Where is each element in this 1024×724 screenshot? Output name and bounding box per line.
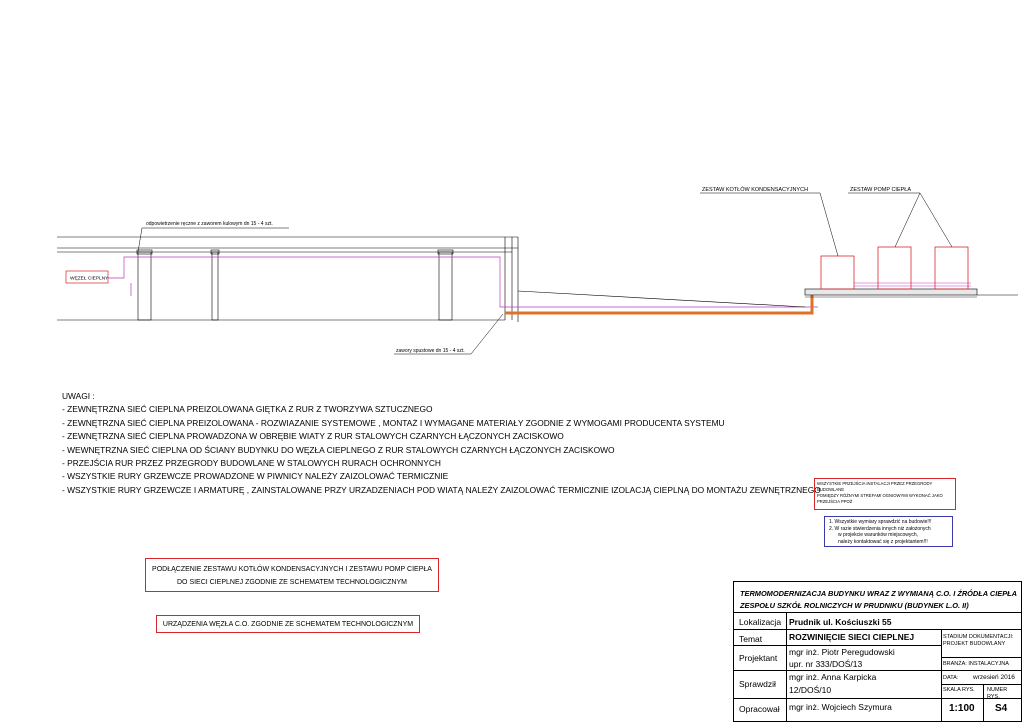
date-value: wrzesień 2016 bbox=[973, 674, 1015, 681]
boiler-unit bbox=[821, 256, 854, 289]
boiler-label: ZESTAW KOTŁÓW KONDENSACYJNYCH bbox=[702, 187, 809, 193]
preinsulated-pipe bbox=[505, 290, 812, 313]
designer-license: upr. nr 333/DOŚ/13 bbox=[789, 659, 863, 669]
checker-label: Sprawdził bbox=[739, 679, 776, 689]
check-note-line: 2. W razie stwierdzenia innych niż założonych bbox=[829, 525, 931, 532]
scale-label: SKALA RYS. bbox=[943, 687, 975, 693]
author-value: mgr inż. Wojciech Szymura bbox=[789, 702, 892, 712]
check-note-line: należy kontaktować się z projektantem!!! bbox=[838, 538, 928, 545]
project-title: TERMOMODERNIZACJA BUDYNKU WRAZ Z WYMIANĄ C.O. I ŹRÓDŁA CIEPŁA ZESPOŁU SZKÓŁ ROLNICZYCH W PRUDNIKU (BUDYNEK L.O. II) bbox=[740, 589, 1017, 610]
pump-label: ZESTAW POMP CIEPŁA bbox=[850, 187, 912, 193]
location-value: Prudnik ul. Kościuszki 55 bbox=[789, 617, 892, 627]
column bbox=[137, 250, 453, 320]
designer-name: mgr inż. Piotr Peregudowski bbox=[789, 647, 895, 657]
fire-note-box bbox=[814, 478, 956, 510]
supply-pipe bbox=[108, 257, 818, 307]
drawing-number: S4 bbox=[995, 703, 1008, 714]
stage-info: STADIUM DOKUMENTACJI: PROJEKT BUDOWLANY bbox=[943, 634, 1014, 647]
checker-name: mgr inż. Anna Karpicka bbox=[789, 672, 877, 682]
number-label: NUMER RYS. bbox=[987, 687, 1008, 700]
check-note-box bbox=[824, 516, 953, 547]
vent-leader bbox=[138, 228, 142, 252]
general-notes bbox=[62, 390, 821, 497]
location-label: Lokalizacja bbox=[739, 617, 782, 627]
check-note-line: 1. Wszystkie wymiary sprawdzić na budowie!!! bbox=[829, 519, 932, 525]
title-block bbox=[733, 581, 1022, 722]
connection-note-line: DO SIECI CIEPLNEJ ZGODNIE ZE SCHEMATEM TECHNOLOGICZNYM bbox=[177, 579, 407, 586]
pump-leader bbox=[895, 193, 920, 247]
note-item: - ZEWNĘTRZNA SIEĆ CIEPLNA PREIZOLOWANA GIĘTKA Z RUR Z TWORZYWA SZTUCZNEGO bbox=[62, 404, 433, 415]
notes-heading: UWAGI : bbox=[62, 391, 95, 401]
node-note-box: URZĄDZENIA WĘZŁA C.O. ZGODNIE ZE SCHEMATEM TECHNOLOGICZNYM bbox=[156, 615, 420, 633]
connection-note-line: PODŁĄCZENIE ZESTAWU KOTŁÓW KONDENSACYJNYCH I ZESTAWU POMP CIEPŁA bbox=[152, 566, 432, 573]
note-item: - WSZYSTKIE RURY GRZEWCZE PROWADZONE W PIWNICY NALEŻY ZAIZOLOWAĆ TERMICZNIE bbox=[62, 471, 449, 482]
canopy-slab bbox=[805, 289, 977, 295]
fire-note-line: WSZYSTKIE PRZEJŚCIA INSTALACJI PRZEZ PRZEGRODY BUDOWLANE bbox=[817, 481, 933, 492]
note-item: - WSZYSTKIE RURY GRZEWCZE I ARMATURĘ , ZAINSTALOWANE PRZY URZADZENIACH POD WIATĄ NALEŻY ZAIZOLOWAĆ TERMICZNIE IZOLACJĄ CIEPLNĄ DO MONTAŻU ZEWNĘTRZNEGO bbox=[62, 484, 821, 495]
connection-note-box bbox=[145, 558, 439, 592]
designer-label: Projektant bbox=[739, 653, 778, 663]
scale-value: 1:100 bbox=[949, 703, 975, 714]
author-label: Opracował bbox=[739, 704, 780, 714]
topic-value: ROZWINIĘCIE SIECI CIEPLNEJ bbox=[789, 632, 915, 642]
note-item: - WEWNĘTRZNA SIEĆ CIEPLNA OD ŚCIANY BUDYNKU DO WĘZŁA CIEPLNEGO Z RUR STALOWYCH CZARNYCH ŁĄCZONYCH ZACISKOWO bbox=[62, 444, 615, 455]
vent-label: odpowietrzenie ręczne z zaworem kulowym dn 15 - 4 szt. bbox=[146, 221, 273, 227]
checker-license: 12/DOŚ/10 bbox=[789, 685, 832, 695]
boiler-leader bbox=[820, 193, 838, 256]
drain-label: zawory spustowe dn 15 - 4 szt. bbox=[396, 348, 465, 354]
branch-info: BRANŻA: INSTALACYJNA bbox=[943, 661, 1009, 667]
fire-note-line: POMIĘDZY RÓŻNYMI STREFAMI OGNIOWYMI WYKONAĆ JAKO bbox=[817, 493, 943, 498]
topic-label: Temat bbox=[739, 634, 763, 644]
ground-line bbox=[518, 291, 805, 307]
date-label: DATA: bbox=[943, 675, 959, 681]
note-item: - ZEWNĘTRZNA SIEĆ CIEPLNA PREIZOLOWANA - ROZWIAZANIE SYSTEMOWE , MONTAŻ I WYMAGANE MATERIAŁY ZGODNIE Z WYMOGAMI PRODUCENTA SYSTEMU bbox=[62, 417, 725, 428]
note-item: - PRZEJŚCIA RUR PRZEZ PRZEGRODY BUDOWLANE W STALOWYCH RURACH OCHRONNYCH bbox=[62, 458, 441, 469]
node-label: WĘZEŁ CIEPLNY bbox=[70, 276, 109, 282]
fire-note-line: PRZEJŚCIA PPOŻ bbox=[817, 499, 853, 504]
note-item: - ZEWNĘTRZNA SIEĆ CIEPLNA PROWADZONA W OBRĘBIE WIATY Z RUR STALOWYCH CZARNYCH ŁĄCZONYCH ZACISKOWO bbox=[62, 431, 564, 442]
check-note-line: w projekcie warunków miejscowych, bbox=[838, 532, 919, 538]
